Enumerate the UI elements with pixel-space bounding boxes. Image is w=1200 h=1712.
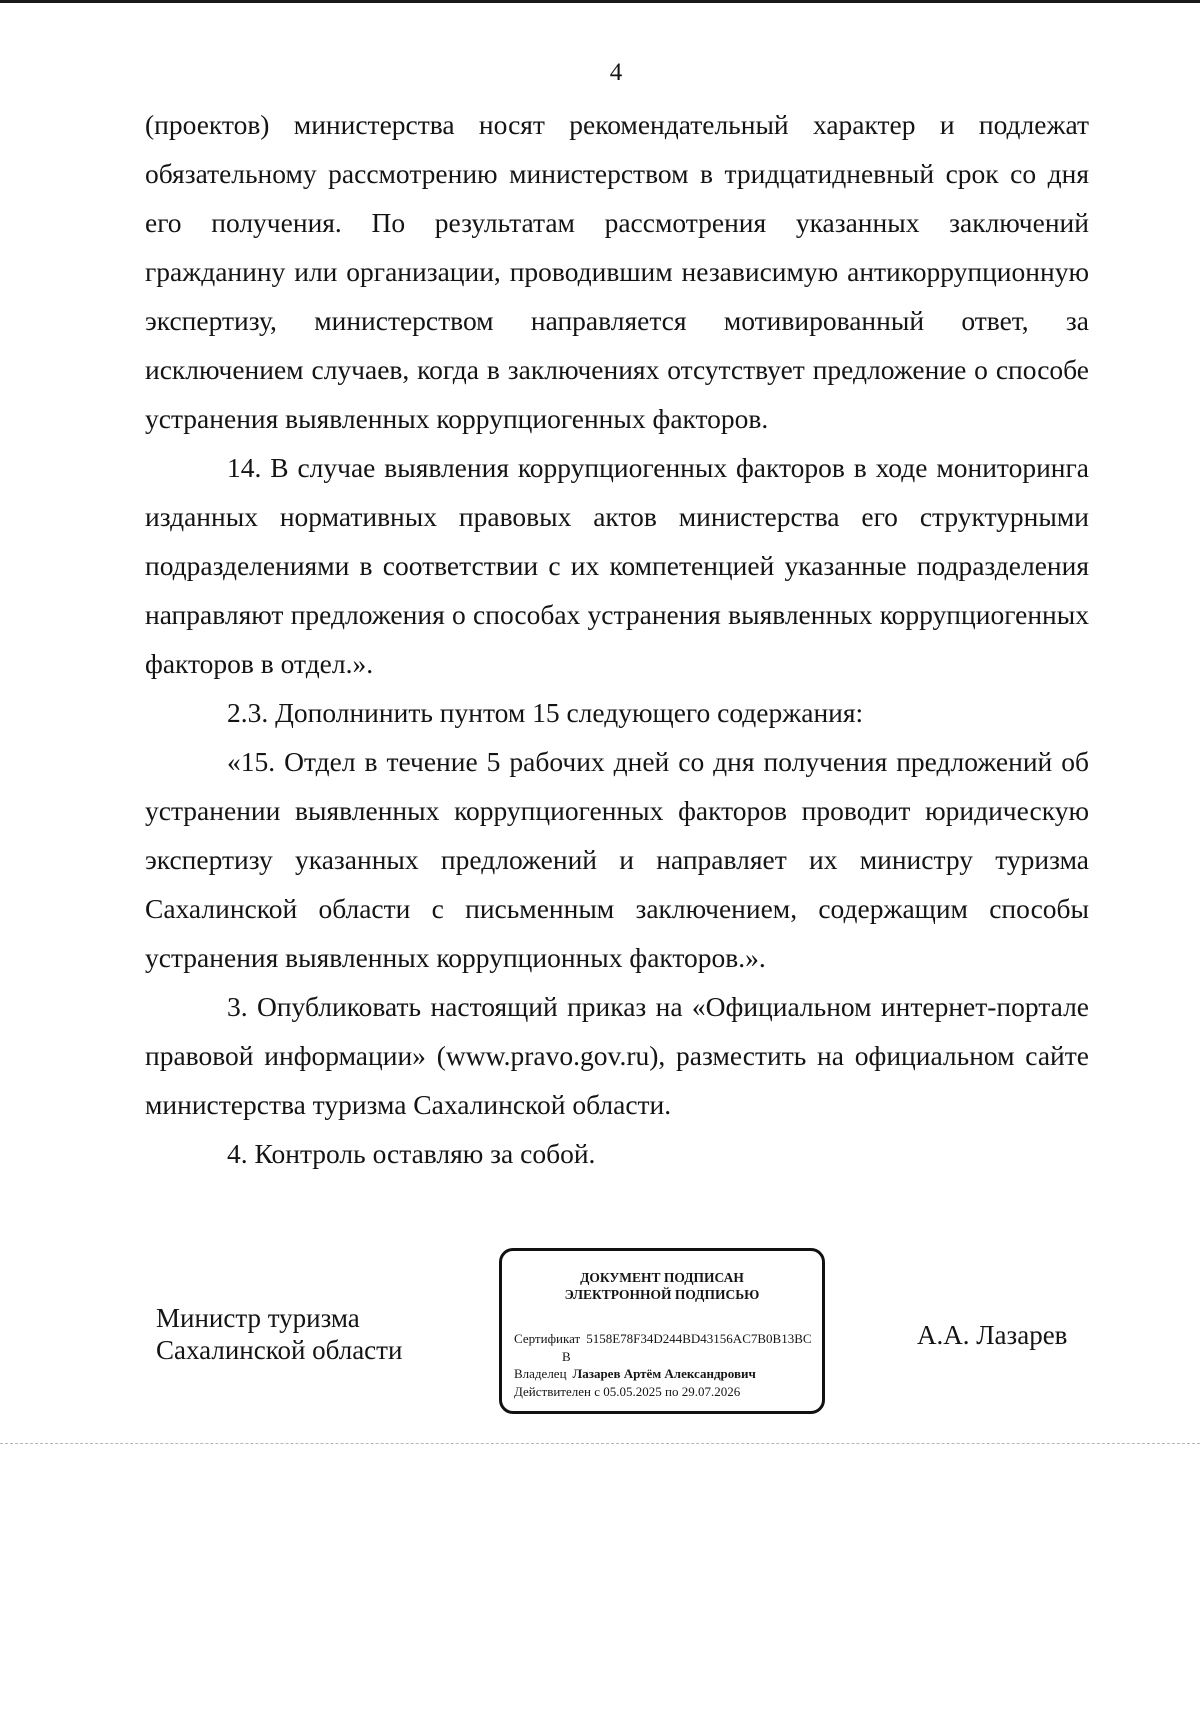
paragraph-item-15: «15. Отдел в течение 5 рабочих дней со дня получения предложений об устранении выявленных коррупциогенных факторов проводит юридическую экспертизу указанных предложений и направляет их министру туризма Сахалинской области с письменным заключением, содержащим способы устранения выявленных коррупционных факторов.». xyxy=(145,746,1089,973)
stamp-certificate-value: 5158E78F34D244BD43156AC7B0B13BC xyxy=(586,1331,812,1346)
paragraph-continuation: (проектов) министерства носят рекомендательный характер и подлежат обязательному рассмотрению министерством в тридцатидневный срок со дня его получения. По результатам рассмотрения указанных заключений гражданину или организации, проводившим независимую антикоррупционную экспертизу, министерством направляется мотивированный ответ, за исключением случаев, когда в заключениях отсутствует предложение о способе устранения выявленных коррупциогенных факторов. xyxy=(145,109,1089,434)
signer-position xyxy=(156,1302,456,1366)
page-number: 4 xyxy=(609,59,623,86)
electronic-signature-stamp xyxy=(499,1248,825,1414)
stamp-certificate-label: Сертификат xyxy=(514,1331,581,1346)
stamp-heading-line-1: ДОКУМЕНТ ПОДПИСАН xyxy=(580,1270,744,1285)
stamp-certificate xyxy=(514,1330,812,1347)
paragraph-item-14: 14. В случае выявления коррупциогенных факторов в ходе мониторинга изданных нормативных правовых актов министерства его структурными подразделениями в соответствии с их компетенцией указанные подразделения направляют предложения о способах устранения выявленных коррупциогенных факторов в отдел.». xyxy=(145,452,1089,679)
paragraph-control: 4. Контроль оставляю за собой. xyxy=(227,1138,596,1169)
stamp-owner-value: Лазарев Артём Александрович xyxy=(572,1366,756,1381)
stamp-validity: Действителен с 05.05.2025 по 29.07.2026 xyxy=(514,1384,741,1399)
signature-block xyxy=(0,1248,1200,1428)
signer-position-line-2: Сахалинской области xyxy=(156,1335,403,1365)
scan-artifact-line xyxy=(0,1443,1200,1444)
stamp-owner-label: Владелец xyxy=(514,1366,567,1381)
stamp-heading xyxy=(502,1269,822,1303)
stamp-heading-line-2: ЭЛЕКТРОННОЙ ПОДПИСЬЮ xyxy=(564,1287,760,1302)
paragraph-amendment-2-3: 2.3. Дополнинить пунтом 15 следующего содержания: xyxy=(227,697,864,728)
page-top-edge xyxy=(0,0,1200,3)
stamp-certificate-tail: B xyxy=(562,1349,571,1364)
signer-name: А.А. Лазарев xyxy=(917,1320,1068,1350)
signer-position-line-1: Министр туризма xyxy=(156,1303,360,1333)
document-body xyxy=(145,100,1089,1178)
paragraph-publish-order: 3. Опубликовать настоящий приказ на «Официальном интернет-портале правовой информации» (www.pravo.gov.ru), разместить на официальном сайте министерства туризма Сахалинской области. xyxy=(145,991,1089,1120)
stamp-owner xyxy=(514,1365,756,1382)
